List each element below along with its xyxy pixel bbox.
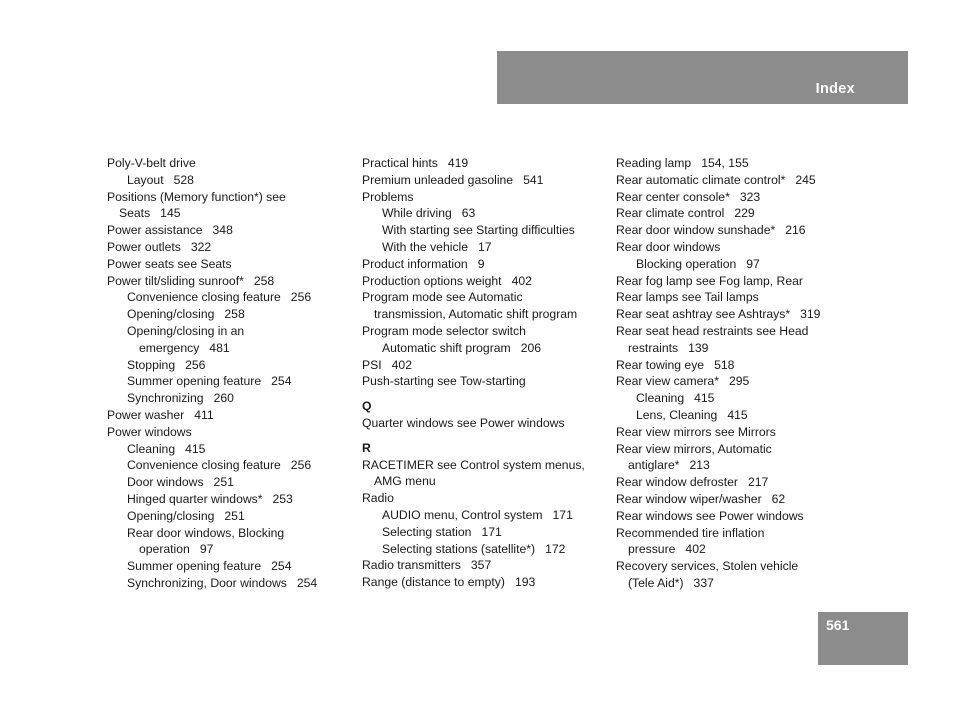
index-entry [616,289,866,306]
index-entry-text: Blocking operation [636,256,737,271]
index-entry [107,474,357,491]
index-entry [616,457,866,474]
index-entry [616,541,866,558]
index-entry-text: Recommended tire inflation [616,525,765,540]
index-page-ref: 258 [224,307,245,322]
index-entry [107,541,357,558]
index-page-ref: 216 [785,223,806,238]
index-entry-text: Rear towing eye [616,357,705,372]
index-entry-text: PSI [362,357,382,372]
index-entry [362,457,612,474]
index-page-ref: 348 [212,223,233,238]
index-entry-text: Practical hints [362,156,438,170]
index-entry [362,189,612,206]
index-entry-text: Program mode selector switch [362,323,526,338]
index-entry-text: With the vehicle [382,239,469,254]
index-page-ref: 528 [173,172,194,187]
index-page-ref: 323 [739,189,761,204]
index-entry [362,557,612,574]
index-entry [107,323,357,340]
index-page-ref: 206 [520,340,542,355]
index-entry [362,239,612,256]
index-entry-text: Premium unleaded gasoline [362,172,514,187]
index-entry-text: antiglare* [628,458,680,473]
index-page-ref: 402 [391,357,412,372]
index-entry [107,575,357,592]
index-entry [616,424,866,441]
index-entry-text: Product information [362,256,468,271]
index-entry-text: Power washer [107,407,185,422]
index-entry [362,256,612,273]
index-page-ref: 245 [795,172,816,187]
index-page-ref: 319 [800,307,821,322]
index-entry [107,441,357,458]
index-entry-text: pressure [628,542,676,557]
index-entry [616,474,866,491]
index-entry [107,357,357,374]
index-entry [616,256,866,273]
index-page-ref: 172 [545,541,566,556]
index-page-ref: 256 [290,458,312,473]
index-entry-text: Rear seat ashtray see Ashtrays* [616,307,791,322]
index-entry-text: Power outlets [107,239,181,254]
index-page-ref: 17 [478,239,492,254]
index-entry [362,222,612,239]
index-entry [616,340,866,357]
index-page-ref: 62 [771,491,786,506]
index-letter-heading [362,390,612,415]
index-entry [107,189,357,206]
index-page-ref: 254 [271,374,292,389]
index-entry-text: Rear window wiper/washer [616,491,762,506]
index-entry-text: Positions (Memory function*) see [107,189,286,204]
index-entry-text: Power seats see Seats [107,256,232,271]
index-entry [362,490,612,507]
index-page-ref: 171 [481,524,502,539]
index-entry-text: AMG menu [374,474,436,489]
index-page-ref: 337 [693,575,714,590]
index-entry [362,357,612,374]
index-entry-text: Push-starting see Tow-starting [362,374,526,389]
index-entry [616,525,866,542]
index-entry-text: Rear window defroster [616,475,738,490]
index-entry-text: transmission, Automatic shift program [374,307,578,322]
index-page-ref: 260 [213,391,234,406]
index-entry [616,306,866,323]
page-title: Index [815,81,855,97]
index-entry [107,340,357,357]
index-entry [616,390,866,407]
index-entry-text: Production options weight [362,273,502,288]
index-entry-text: Stopping [127,357,176,372]
index-entry-text: Rear lamps see Tail lamps [616,290,759,305]
index-entry [107,558,357,575]
index-entry [107,306,357,323]
index-entry [616,239,866,256]
index-entry-text: Rear climate control [616,206,725,221]
index-page-ref: 541 [523,172,544,187]
index-entry [616,273,866,290]
index-page-ref: 145 [160,206,181,221]
index-entry [616,558,866,575]
index-entry [107,407,357,424]
index-page-ref: 139 [688,340,709,355]
index-entry-text: Summer opening feature [127,374,262,389]
index-entry [616,441,866,458]
index-entry-text: Rear door window sunshade* [616,223,776,238]
index-page-ref: 256 [185,357,206,372]
index-entry-text: AUDIO menu, Control system [382,507,543,522]
index-page-ref: 171 [552,507,573,522]
index-entry-text: Layout [127,172,164,187]
page-number: 561 [826,617,850,633]
index-entry [107,172,357,189]
index-entry-text: Rear fog lamp see Fog lamp, Rear [616,273,803,288]
index-entry [616,155,866,172]
index-entry [107,256,357,273]
index-entry-text: Recovery services, Stolen vehicle [616,559,799,574]
index-page-ref: 258 [253,273,275,288]
index-page-ref: 251 [213,475,234,490]
index-entry-text: Rear automatic climate control* [616,172,786,187]
index-entry [107,457,357,474]
index-page-ref: 253 [272,491,293,506]
index-page-ref: 411 [194,407,214,422]
index-entry [616,508,866,525]
index-page-ref: 295 [728,374,750,389]
index-entry-text: Opening/closing [127,508,215,523]
index-entry-text: Range (distance to empty) [362,575,505,590]
index-entry [616,222,866,239]
index-page-ref: 254 [296,575,318,590]
index-column-1 [107,155,357,592]
index-entry-text: Rear door windows, Blocking [127,525,285,540]
index-page-ref: 402 [685,542,706,557]
index-entry [362,524,612,541]
index-entry-text: Synchronizing [127,391,204,406]
index-page-ref: 402 [511,273,532,288]
index-entry [616,373,866,390]
index-page-ref: 97 [199,542,214,557]
index-entry-text: (Tele Aid*) [628,575,684,590]
index-entry [362,340,612,357]
index-page-ref: 229 [734,206,755,221]
index-entry [616,323,866,340]
index-entry-text: Radio [362,491,394,506]
index-entry-text: Power assistance [107,223,203,238]
index-page-ref: 63 [461,206,476,221]
index-entry [616,189,866,206]
index-entry-text: Rear center console* [616,189,730,204]
index-entry-text: Rear windows see Power windows [616,508,804,523]
index-entry [362,205,612,222]
index-entry [616,575,866,592]
index-entry [362,289,612,306]
index-entry [107,373,357,390]
index-entry-text: RACETIMER see Control system menus, [362,457,585,472]
index-entry [616,205,866,222]
index-entry-text: Cleaning [127,441,176,456]
index-entry [362,273,612,290]
index-entry [107,205,357,222]
index-entry [107,289,357,306]
index-entry [107,508,357,525]
index-entry [616,172,866,189]
index-entry-text: Opening/closing in an [127,323,245,338]
index-entry-text: Automatic shift program [382,340,511,355]
index-page-ref: 415 [185,441,206,456]
index-entry [616,407,866,424]
index-entry [616,491,866,508]
index-entry [362,507,612,524]
index-page-ref: 357 [470,558,492,573]
index-entry-text: Program mode see Automatic [362,290,523,305]
index-entry-text: Convenience closing feature [127,458,281,473]
index-entry [362,155,612,172]
index-entry [362,473,612,490]
index-entry-text: Door windows [127,475,204,490]
index-entry-text: Radio transmitters [362,558,461,573]
index-entry-text: While driving [382,206,452,221]
index-entry-text: operation [139,542,190,557]
index-entry-text: Summer opening feature [127,559,262,574]
index-entry-text: Hinged quarter windows* [127,491,263,506]
index-page-ref: 254 [271,559,292,574]
index-entry [362,306,612,323]
index-page-ref: 256 [290,290,312,305]
index-entry-text: restraints [628,340,679,355]
index-page-ref: 481 [209,340,230,355]
index-entry [362,574,612,591]
index-entry [107,222,357,239]
index-entry-text: With starting see Starting difficulties [382,223,575,238]
index-page-ref: 217 [747,475,769,490]
index-entry-text: Convenience closing feature [127,290,281,305]
index-entry [107,239,357,256]
index-page-ref: 415 [727,407,748,422]
index-entry-text: Q [362,399,372,414]
index-entry-text: Rear view mirrors, Automatic [616,441,772,456]
index-page-ref: 193 [514,575,536,590]
index-page-ref: 322 [190,239,212,254]
index-page-ref: 251 [224,508,245,523]
index-entry [362,373,612,390]
index-column-2 [362,155,612,591]
index-entry [107,390,357,407]
index-entry-text: Selecting stations (satellite*) [382,541,536,556]
index-entry-text: Quarter windows see Power windows [362,415,565,430]
index-entry-text: Rear view camera* [616,374,719,389]
index-entry [107,424,357,441]
index-entry-text: Opening/closing [127,307,215,322]
index-entry [362,541,612,558]
page-number-box [818,612,908,665]
index-entry-text: Rear door windows [616,239,721,254]
index-entry-text: Power windows [107,424,192,439]
index-entry-text: Lens, Cleaning [636,407,718,422]
index-entry-text: Reading lamp [616,156,692,170]
index-entry [107,491,357,508]
header-band [497,51,908,104]
index-entry-text: Selecting station [382,524,472,539]
index-page-ref: 9 [477,256,485,271]
index-page-ref: 419 [447,156,469,170]
index-page-ref: 518 [714,357,735,372]
index-entry-text: Problems [362,189,414,204]
index-entry [107,525,357,542]
index-entry-text: Cleaning [636,391,685,406]
index-column-3 [616,155,866,592]
index-page-ref: 213 [689,458,710,473]
index-entry-text: emergency [139,340,200,355]
index-entry [362,415,612,432]
index-entry [107,155,357,172]
index-entry [362,172,612,189]
index-entry [616,357,866,374]
index-entry-text: Seats [119,206,151,221]
index-entry-text: Power tilt/sliding sunroof* [107,273,244,288]
index-entry-text: Rear view mirrors see Mirrors [616,424,776,439]
index-entry-text: Rear seat head restraints see Head [616,323,809,338]
index-entry-text: R [362,440,371,455]
index-page-ref: 97 [746,256,760,271]
index-entry [107,273,357,290]
index-entry-text: Synchronizing, Door windows [127,575,287,590]
index-page-ref: 415 [694,391,715,406]
index-entry [362,323,612,340]
index-letter-heading [362,432,612,457]
index-entry-text: Poly-V-belt drive [107,156,196,170]
index-page-ref: 154, 155 [701,156,749,170]
